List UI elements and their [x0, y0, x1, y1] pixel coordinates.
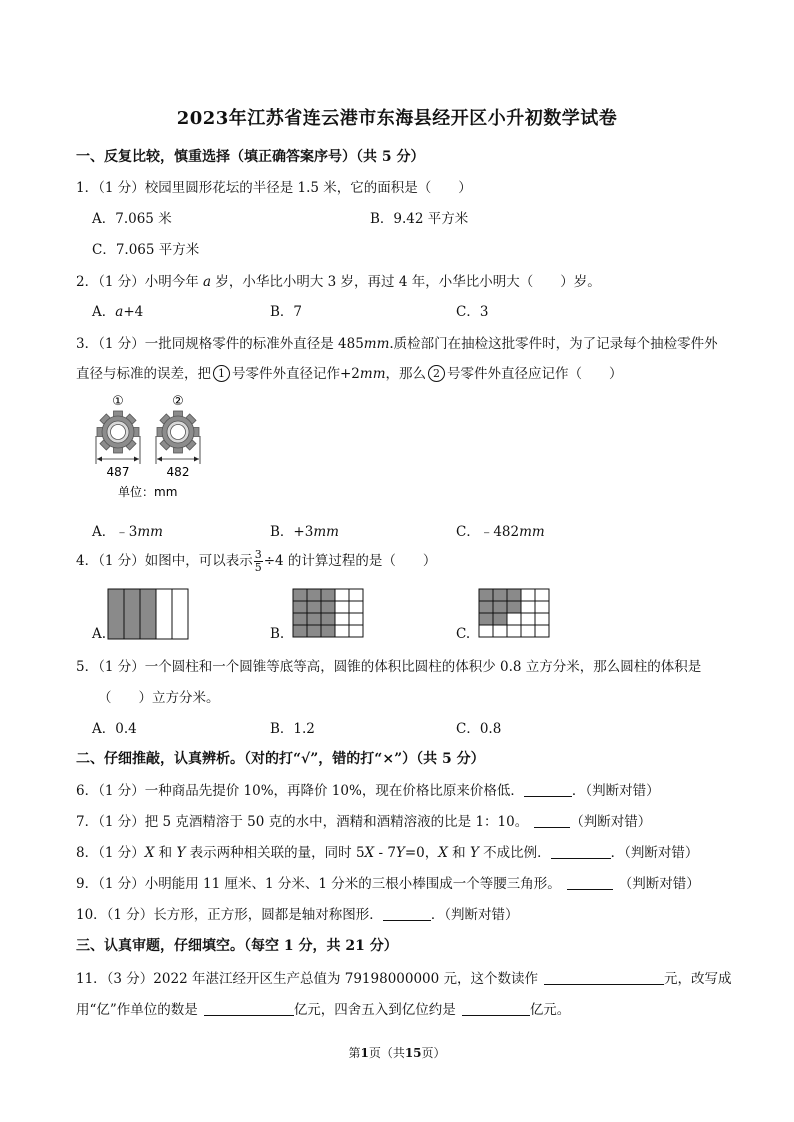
- question-3-option-b-text: B．+3: [270, 524, 314, 540]
- question-4-stem: [76, 549, 436, 574]
- fraction-grid-c: [478, 588, 550, 638]
- gear-2-icon: [157, 411, 199, 453]
- question-4-text-a: 4．（1 分）如图中，可以表示: [76, 553, 253, 569]
- variable-y: Y: [469, 845, 479, 861]
- question-3-option-c: [456, 520, 545, 540]
- question-2-option-a: [92, 300, 143, 320]
- answer-blank[interactable]: [534, 813, 570, 828]
- question-11-text-b: 元，改写成: [664, 971, 732, 987]
- question-3-text-d: 号零件外直径记作+2: [232, 366, 360, 382]
- question-2-option-a-suffix: +4: [123, 304, 144, 320]
- question-3-option-b: [270, 520, 339, 540]
- question-3-text-f: 号零件外直径应记作（ ）: [447, 366, 623, 382]
- question-3-text-e: ，那么: [385, 366, 427, 382]
- section-2-heading: 二、仔细推敲，认真辨析。（对的打“√”，错的打“×”）（共 5 分）: [76, 751, 485, 767]
- variable-x: X: [438, 845, 448, 861]
- shaded-strip: [124, 589, 140, 639]
- variable-x: X: [144, 845, 155, 861]
- fraction-three-fifths: [254, 549, 263, 574]
- unit-mm: mm: [359, 366, 386, 382]
- question-1-option-b: B．9.42 平方米: [370, 211, 469, 227]
- question-3-text-b: .质检部门在抽检这批零件时，为了记录每个抽检零件外: [389, 336, 718, 352]
- footer-page-number: 1: [360, 1046, 369, 1060]
- question-11-text-a: 11．（3 分）2022 年湛江经开区生产总值为 79198000000 元，这个数读作: [76, 971, 539, 987]
- empty-strip: [156, 589, 172, 639]
- question-7-text: 7．（1 分）把 5 克酒精溶于 50 克的水中，酒精和酒精溶液的比是 1：10。: [76, 814, 529, 830]
- question-4-text-b: ÷4 的计算过程的是（ ）: [263, 553, 437, 569]
- question-5-line-2: （ ）立方分米。: [98, 690, 220, 706]
- question-11-line-1: [76, 967, 732, 987]
- question-7: [76, 810, 651, 830]
- variable-y: Y: [395, 845, 405, 861]
- question-9-suffix: （判断对错）: [618, 876, 700, 892]
- question-5-option-a: A．0.4: [92, 721, 137, 737]
- question-11-text-d: 亿元，四舍五入到亿位约是: [293, 1002, 456, 1018]
- fraction-grid-b: [292, 588, 364, 638]
- footer-text-c: 页）: [421, 1046, 446, 1060]
- question-4-option-a-label: A.: [92, 626, 107, 642]
- question-2-option-a-variable: a: [115, 304, 124, 320]
- question-3-option-a: [92, 520, 163, 540]
- question-6-suffix: ．（判断对错）: [571, 783, 660, 799]
- question-11-text-e: 亿元。: [529, 1002, 571, 1018]
- answer-blank[interactable]: [462, 1001, 530, 1016]
- question-3-option-c-text: C．﹣482: [456, 524, 520, 540]
- unit-mm: mm: [519, 524, 545, 540]
- question-3-text-a: 3．（1 分）一批同规格零件的标准外直径是 485: [76, 336, 364, 352]
- question-7-suffix: （判断对错）: [570, 814, 652, 830]
- question-4-option-b-label: B.: [270, 626, 285, 642]
- unit-mm: mm: [363, 336, 390, 352]
- variable-y: Y: [176, 845, 186, 861]
- answer-blank[interactable]: [544, 970, 664, 985]
- question-3-line-2: [76, 362, 623, 382]
- fraction-numerator: 3: [254, 548, 262, 561]
- gear-1-label: ①: [112, 394, 124, 409]
- question-3-line-1: [76, 332, 718, 352]
- question-11-line-2: [76, 998, 570, 1018]
- answer-blank[interactable]: [383, 906, 431, 921]
- question-4-option-c-label: C.: [456, 626, 471, 642]
- question-9-text: 9．（1 分）小明能用 11 厘米、1 分米、1 分米的三根小棒围成一个等腰三角形。: [76, 876, 561, 892]
- question-3-text-c: 直径与标准的误差，把: [76, 366, 211, 382]
- question-10-text: 10．（1 分）长方形，正方形，圆都是轴对称图形．: [76, 907, 383, 923]
- question-2-option-a-prefix: A．: [92, 304, 116, 320]
- question-2-option-c: C．3: [456, 304, 489, 320]
- answer-blank[interactable]: [551, 844, 611, 859]
- gear-parts-figure: [88, 392, 218, 504]
- section-3-heading: 三、认真审题，仔细填空。（每空 1 分，共 21 分）: [76, 938, 398, 954]
- fraction-denominator: 5: [254, 561, 262, 574]
- question-2-stem: [76, 270, 601, 290]
- page-title: 2023年江苏省连云港市东海县经开区小升初数学试卷: [176, 108, 618, 129]
- section-1-heading: 一、反复比较，慎重选择（填正确答案序号）（共 5 分）: [76, 149, 425, 165]
- question-1-stem: 1．（1 分）校园里圆形花坛的半径是 1.5 米，它的面积是（ ）: [76, 180, 472, 196]
- fraction-bar-a: [107, 588, 189, 640]
- figure-unit-label: 单位：mm: [118, 485, 178, 499]
- answer-blank[interactable]: [524, 782, 572, 797]
- question-6: [76, 779, 660, 799]
- question-11-text-c: 用“亿”作单位的数是: [76, 1002, 198, 1018]
- gear-1-icon: [97, 411, 139, 453]
- question-10-suffix: ．（判断对错）: [430, 907, 519, 923]
- answer-blank[interactable]: [567, 875, 613, 890]
- gear-2-label: ②: [172, 394, 184, 409]
- shaded-strip: [108, 589, 124, 639]
- question-1-option-c: C．7.065 平方米: [92, 242, 200, 258]
- footer-text-b: 页（共: [368, 1046, 405, 1060]
- footer-text-a: 第: [348, 1046, 361, 1060]
- question-5-option-b: B．1.2: [270, 721, 315, 737]
- question-8-text-b: 和: [154, 845, 177, 861]
- question-8-suffix: ．（判断对错）: [610, 845, 699, 861]
- question-1-option-a: A．7.065 米: [92, 211, 172, 227]
- question-10: [76, 903, 519, 923]
- question-5-line-1: 5．（1 分）一个圆柱和一个圆锥等底等高，圆锥的体积比圆柱的体积少 0.8 立方分米，那么圆柱的体积是: [76, 659, 702, 675]
- question-5-option-c: C．0.8: [456, 721, 502, 737]
- question-8-text-g: 不成比例．: [478, 845, 551, 861]
- gear-2-diameter: 482: [166, 465, 190, 479]
- question-6-text: 6．（1 分）一种商品先提价 10%，再降价 10%，现在价格比原来价格低．: [76, 783, 524, 799]
- question-8-text-f: 和: [447, 845, 470, 861]
- question-2-variable: a: [203, 274, 212, 290]
- circled-number-1: 1: [213, 365, 230, 382]
- question-8-text-e: =0，: [404, 845, 439, 861]
- gear-1-diameter: 487: [106, 465, 130, 479]
- unit-mm: mm: [313, 524, 339, 540]
- empty-strip: [172, 589, 188, 639]
- question-2-option-b: B．7: [270, 304, 303, 320]
- unit-mm: mm: [137, 524, 163, 540]
- question-8-text-d: - 7: [374, 845, 396, 861]
- question-2-text-a: 2．（1 分）小明今年: [76, 274, 204, 290]
- answer-blank[interactable]: [204, 1001, 294, 1016]
- question-8-text-c: 表示两种相关联的量，同时 5: [185, 845, 365, 861]
- question-9: [76, 872, 700, 892]
- page-footer: [0, 1044, 794, 1061]
- shaded-strip: [140, 589, 156, 639]
- variable-x: X: [364, 845, 375, 861]
- question-2-text-b: 岁，小华比小明大 3 岁，再过 4 年，小华比小明大（ ）岁。: [211, 274, 601, 290]
- question-8-text-a: 8．（1 分）: [76, 845, 145, 861]
- circled-number-2: 2: [428, 365, 445, 382]
- question-3-option-a-text: A．﹣3: [92, 524, 138, 540]
- footer-total-pages: 15: [404, 1046, 422, 1060]
- question-8: [76, 841, 698, 861]
